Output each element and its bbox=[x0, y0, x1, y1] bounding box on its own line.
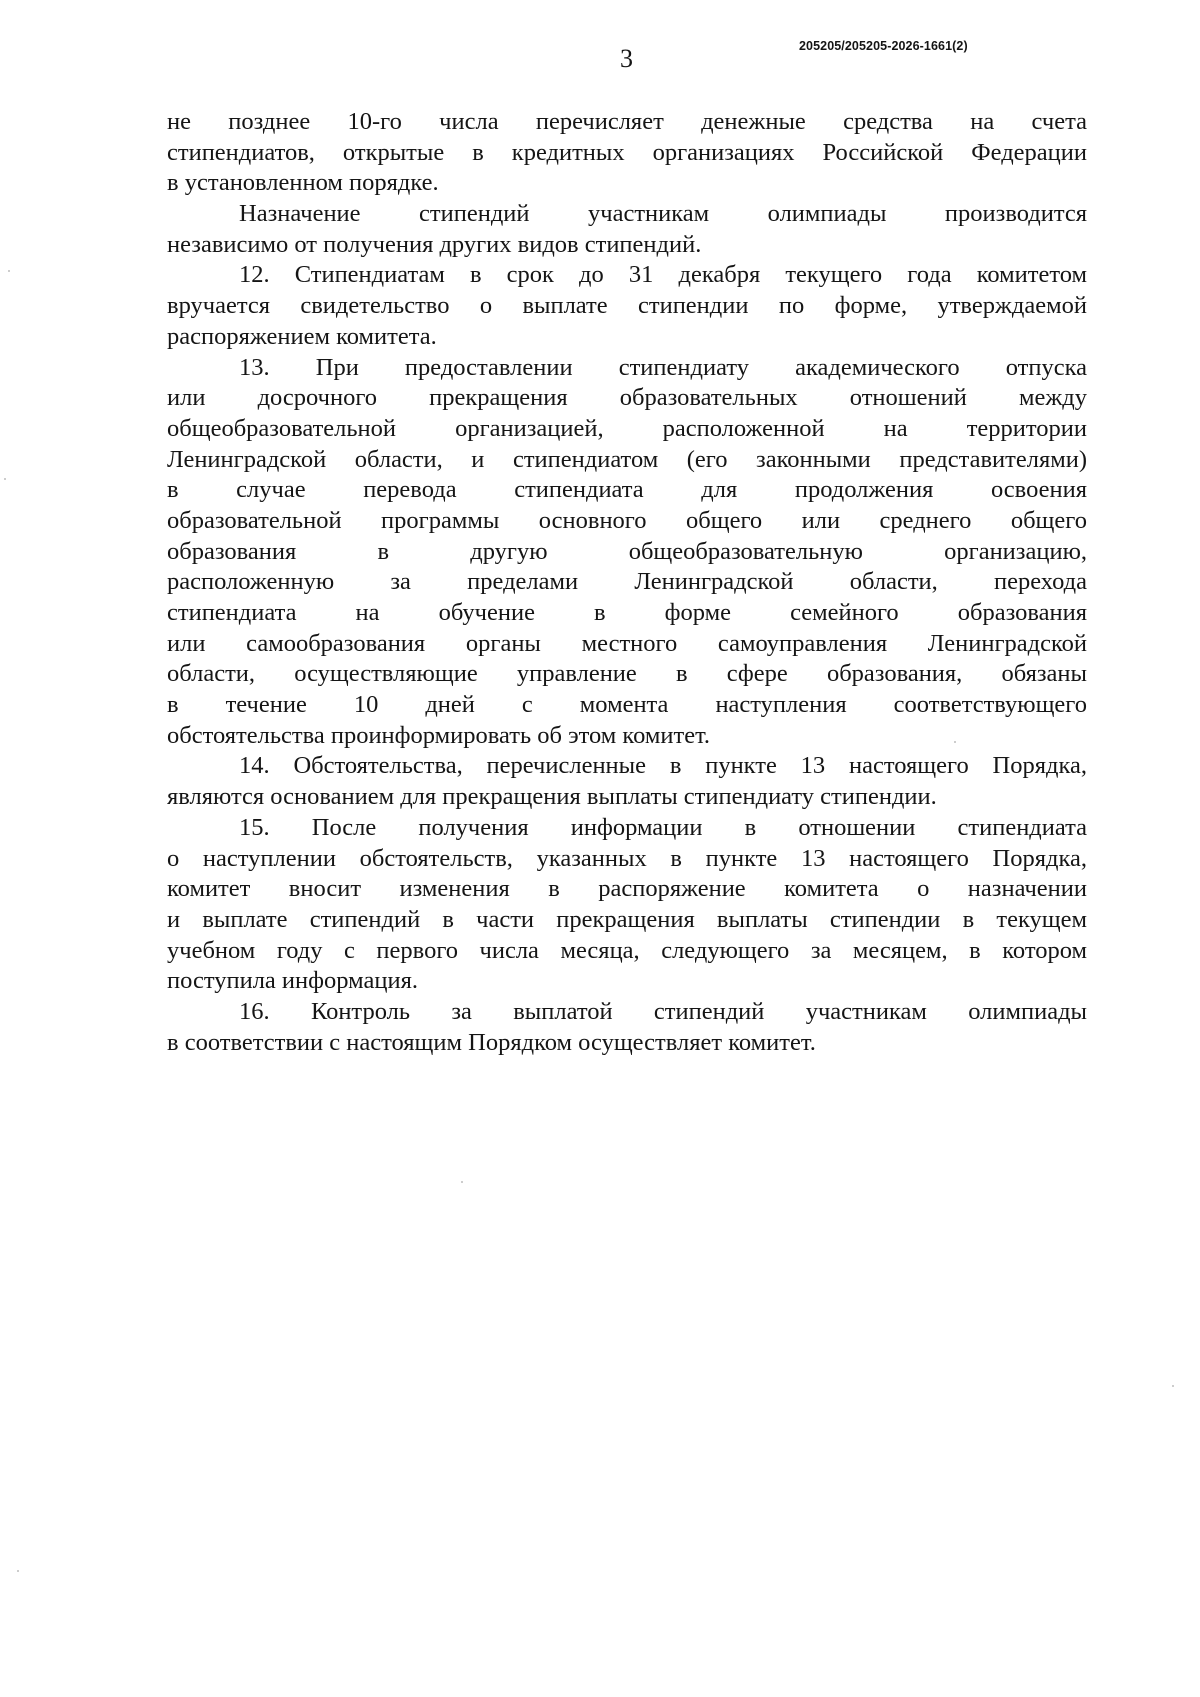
text-line: в соответствии с настоящим Порядком осуществляет комитет. bbox=[167, 1028, 816, 1056]
scan-speck bbox=[17, 1570, 19, 1572]
text-line: вручается свидетельство о выплате стипендии по форме, утверждаемой bbox=[167, 292, 1087, 320]
text-line: 15. После получения информации в отношении стипендиата bbox=[239, 813, 1087, 841]
text-line: расположенную за пределами Ленинградской области, перехода bbox=[167, 568, 1087, 596]
text-line: являются основанием для прекращения выплаты стипендиату стипендии. bbox=[167, 783, 937, 811]
text-line: независимо от получения других видов стипендий. bbox=[167, 230, 702, 258]
text-line: или досрочного прекращения образовательных отношений между bbox=[167, 384, 1087, 412]
text-line: комитет вносит изменения в распоряжение комитета о назначении bbox=[167, 875, 1087, 903]
text-line: стипендиатов, открытые в кредитных организациях Российской Федерации bbox=[167, 138, 1087, 166]
paragraph-scholarship-assignment bbox=[167, 199, 1087, 260]
text-line: образовательной программы основного общего или среднего общего bbox=[167, 506, 1087, 534]
text-line: в случае перевода стипендиата для продолжения освоения bbox=[167, 476, 1087, 504]
scan-speck bbox=[4, 478, 6, 480]
document-id: 205205/205205-2026-1661(2) bbox=[799, 39, 968, 53]
text-line: о наступлении обстоятельств, указанных в пункте 13 настоящего Порядка, bbox=[167, 844, 1087, 872]
text-line: обстоятельства проинформировать об этом комитет. bbox=[167, 721, 711, 749]
paragraph-item-15 bbox=[167, 813, 1087, 997]
text-line: общеобразовательной организацией, расположенной на территории bbox=[167, 414, 1087, 442]
text-line: Ленинградской области, и стипендиатом (его законными представителями) bbox=[167, 445, 1087, 473]
scan-speck bbox=[954, 741, 956, 743]
page-number: 3 bbox=[620, 44, 633, 73]
text-line: области, осуществляющие управление в сфере образования, обязаны bbox=[167, 660, 1087, 688]
text-line: 12. Стипендиатам в срок до 31 декабря текущего года комитетом bbox=[239, 261, 1087, 289]
paragraph-item-14 bbox=[167, 751, 1087, 812]
text-line: 13. При предоставлении стипендиату академического отпуска bbox=[239, 353, 1087, 381]
text-line: распоряжением комитета. bbox=[167, 322, 437, 350]
text-line: 16. Контроль за выплатой стипендий участникам олимпиады bbox=[239, 997, 1087, 1025]
text-line: 14. Обстоятельства, перечисленные в пункте 13 настоящего Порядка, bbox=[239, 752, 1087, 780]
paragraph-payment-transfer bbox=[167, 107, 1087, 199]
text-line: в установленном порядке. bbox=[167, 169, 439, 197]
scan-speck bbox=[1172, 1385, 1174, 1387]
scan-speck bbox=[461, 1181, 463, 1183]
paragraph-item-16 bbox=[167, 997, 1087, 1058]
paragraph-item-12 bbox=[167, 260, 1087, 352]
text-line: стипендиата на обучение в форме семейного образования bbox=[167, 599, 1087, 626]
text-line: в течение 10 дней с момента наступления соответствующего bbox=[167, 691, 1087, 719]
paragraph-item-13 bbox=[167, 353, 1087, 752]
scan-speck bbox=[8, 270, 10, 272]
text-line: не позднее 10-го числа перечисляет денежные средства на счета bbox=[167, 108, 1087, 135]
text-line: образования в другую общеобразовательную организацию, bbox=[167, 537, 1087, 565]
text-line: поступила информация. bbox=[167, 967, 418, 995]
text-line: учебном году с первого числа месяца, следующего за месяцем, в котором bbox=[167, 936, 1087, 964]
text-line: Назначение стипендий участникам олимпиады производится bbox=[239, 200, 1087, 228]
text-line: или самообразования органы местного самоуправления Ленинградской bbox=[167, 629, 1087, 657]
text-line: и выплате стипендий в части прекращения выплаты стипендии в текущем bbox=[167, 905, 1087, 933]
document-body bbox=[167, 107, 1087, 1058]
